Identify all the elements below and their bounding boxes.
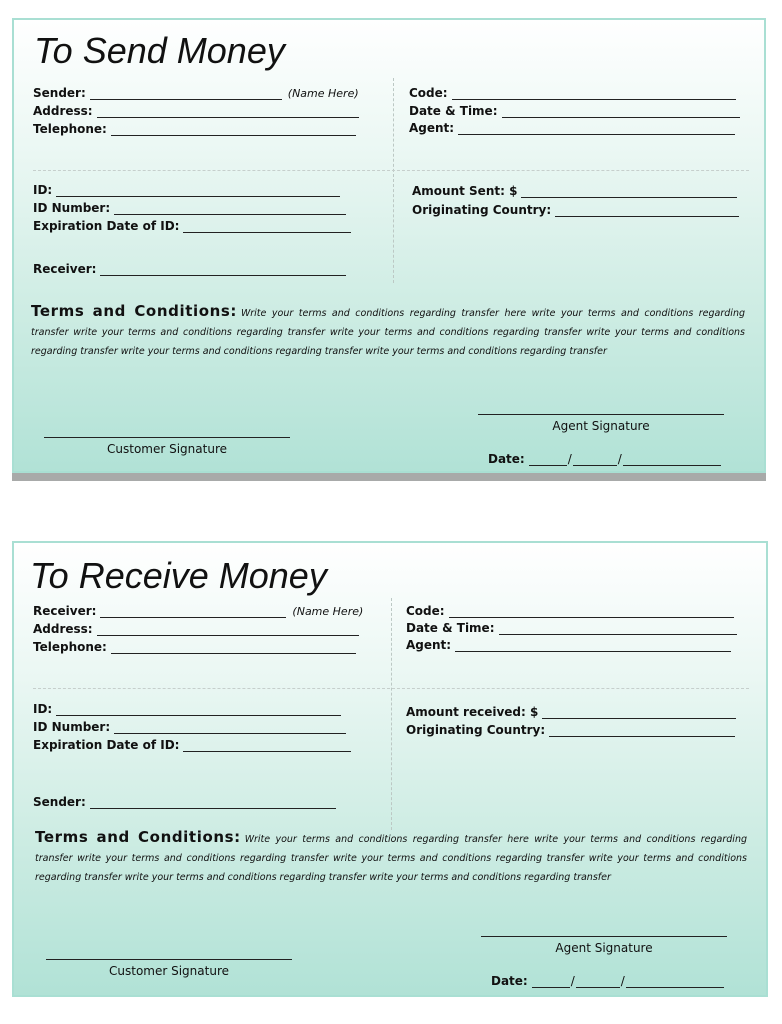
address-input-line[interactable] bbox=[97, 106, 359, 118]
datetime-field bbox=[406, 619, 737, 635]
date-separator: / bbox=[570, 974, 575, 988]
telephone-field bbox=[33, 120, 356, 136]
sender-input-line[interactable] bbox=[90, 797, 336, 809]
telephone-label: Telephone: bbox=[33, 640, 107, 654]
expiration-field bbox=[33, 217, 351, 233]
form-title: To Receive Money bbox=[30, 555, 327, 596]
agent-signature-label: Agent Signature bbox=[555, 941, 653, 955]
code-field bbox=[406, 602, 734, 618]
date-separator: / bbox=[567, 452, 572, 466]
customer-signature-line[interactable] bbox=[46, 959, 292, 960]
id-number-label: ID Number: bbox=[33, 201, 111, 215]
address-field bbox=[33, 620, 359, 636]
date-separator: / bbox=[620, 974, 625, 988]
address-label: Address: bbox=[33, 104, 93, 118]
amount-field bbox=[406, 703, 736, 719]
date-day-line[interactable] bbox=[576, 976, 620, 988]
sender-input-line[interactable] bbox=[90, 88, 282, 100]
country-field bbox=[412, 201, 739, 217]
id-field bbox=[33, 181, 340, 197]
id-number-field bbox=[33, 718, 346, 734]
receiver-label: Receiver: bbox=[33, 262, 97, 276]
agent-input-line[interactable] bbox=[458, 123, 735, 135]
terms-paragraph bbox=[31, 302, 745, 361]
date-month-line[interactable] bbox=[532, 976, 570, 988]
date-year-line[interactable] bbox=[626, 976, 724, 988]
date-label: Date: bbox=[491, 974, 528, 988]
telephone-label: Telephone: bbox=[33, 122, 107, 136]
expiration-label: Expiration Date of ID: bbox=[33, 738, 180, 752]
agent-field bbox=[409, 119, 735, 135]
datetime-label: Date & Time: bbox=[409, 104, 498, 118]
sender-label: Sender: bbox=[33, 86, 86, 100]
expiration-input-line[interactable] bbox=[183, 740, 351, 752]
id-label: ID: bbox=[33, 702, 53, 716]
date-year-line[interactable] bbox=[623, 454, 721, 466]
id-input-line[interactable] bbox=[56, 185, 340, 197]
receiver-field bbox=[33, 260, 346, 276]
customer-signature-line[interactable] bbox=[44, 437, 290, 438]
date-field bbox=[488, 450, 721, 466]
id-number-input-line[interactable] bbox=[114, 203, 346, 215]
name-here-note: (Name Here) bbox=[292, 605, 364, 618]
receiver-input-line[interactable] bbox=[100, 606, 286, 618]
agent-signature-label: Agent Signature bbox=[552, 419, 650, 433]
address-field bbox=[33, 102, 359, 118]
name-here-note: (Name Here) bbox=[287, 87, 359, 100]
date-separator: / bbox=[617, 452, 622, 466]
datetime-input-line[interactable] bbox=[499, 623, 737, 635]
code-field bbox=[409, 84, 736, 100]
telephone-field bbox=[33, 638, 356, 654]
expiration-label: Expiration Date of ID: bbox=[33, 219, 180, 233]
id-label: ID: bbox=[33, 183, 53, 197]
receiver-label: Receiver: bbox=[33, 604, 97, 618]
code-input-line[interactable] bbox=[449, 606, 734, 618]
terms-body: Write your terms and conditions regarding transfer here write your terms and conditions regarding transfer write your terms and conditions regarding transfer write your terms and conditions regarding transfer write your terms and conditions regarding transfer write your terms and conditions regarding transfer write your terms and conditions regarding transfer bbox=[31, 308, 746, 357]
date-field bbox=[491, 972, 724, 988]
code-input-line[interactable] bbox=[452, 88, 736, 100]
expiration-field bbox=[33, 736, 351, 752]
code-label: Code: bbox=[406, 604, 445, 618]
receive-money-form bbox=[12, 541, 768, 997]
telephone-input-line[interactable] bbox=[111, 124, 356, 136]
receiver-input-line[interactable] bbox=[100, 264, 346, 276]
agent-field bbox=[406, 636, 731, 652]
terms-heading: Terms and Conditions: bbox=[35, 828, 241, 846]
id-number-label: ID Number: bbox=[33, 720, 111, 734]
sender-field bbox=[33, 793, 336, 809]
address-input-line[interactable] bbox=[97, 624, 359, 636]
agent-signature-line[interactable] bbox=[481, 936, 727, 937]
amount-label: Amount Sent: $ bbox=[412, 184, 518, 198]
amount-input-line[interactable] bbox=[542, 707, 736, 719]
terms-paragraph bbox=[35, 828, 747, 887]
column-divider bbox=[391, 598, 392, 830]
customer-signature-label: Customer Signature bbox=[107, 442, 227, 456]
address-label: Address: bbox=[33, 622, 93, 636]
form-title: To Send Money bbox=[34, 30, 285, 71]
customer-signature-label: Customer Signature bbox=[109, 964, 229, 978]
date-month-line[interactable] bbox=[529, 454, 567, 466]
datetime-label: Date & Time: bbox=[406, 621, 495, 635]
id-input-line[interactable] bbox=[56, 704, 341, 716]
country-field bbox=[406, 721, 735, 737]
terms-heading: Terms and Conditions: bbox=[31, 302, 238, 320]
agent-input-line[interactable] bbox=[455, 640, 731, 652]
section-divider bbox=[33, 170, 749, 171]
code-label: Code: bbox=[409, 86, 448, 100]
expiration-input-line[interactable] bbox=[183, 221, 351, 233]
sender-field bbox=[33, 84, 359, 100]
agent-label: Agent: bbox=[409, 121, 455, 135]
sender-label: Sender: bbox=[33, 795, 86, 809]
send-money-form bbox=[12, 18, 766, 473]
section-divider bbox=[33, 688, 749, 689]
amount-label: Amount received: $ bbox=[406, 705, 539, 719]
receiver-field bbox=[33, 602, 363, 618]
amount-input-line[interactable] bbox=[521, 186, 737, 198]
country-label: Originating Country: bbox=[406, 723, 546, 737]
datetime-field bbox=[409, 102, 740, 118]
id-number-input-line[interactable] bbox=[114, 722, 346, 734]
country-label: Originating Country: bbox=[412, 203, 552, 217]
id-number-field bbox=[33, 199, 346, 215]
column-divider bbox=[393, 78, 394, 283]
amount-field bbox=[412, 182, 737, 198]
datetime-input-line[interactable] bbox=[502, 106, 740, 118]
date-day-line[interactable] bbox=[573, 454, 617, 466]
country-input-line[interactable] bbox=[549, 725, 735, 737]
terms-body: Write your terms and conditions regarding transfer here write your terms and conditions regarding transfer write your terms and conditions regarding transfer write your terms and conditions regarding transfer write your terms and conditions regarding transfer write your terms and conditions regarding transfer write your terms and conditions regarding transfer bbox=[35, 834, 748, 883]
id-field bbox=[33, 700, 341, 716]
country-input-line[interactable] bbox=[555, 205, 739, 217]
date-label: Date: bbox=[488, 452, 525, 466]
agent-label: Agent: bbox=[406, 638, 452, 652]
agent-signature-line[interactable] bbox=[478, 414, 724, 415]
telephone-input-line[interactable] bbox=[111, 642, 356, 654]
